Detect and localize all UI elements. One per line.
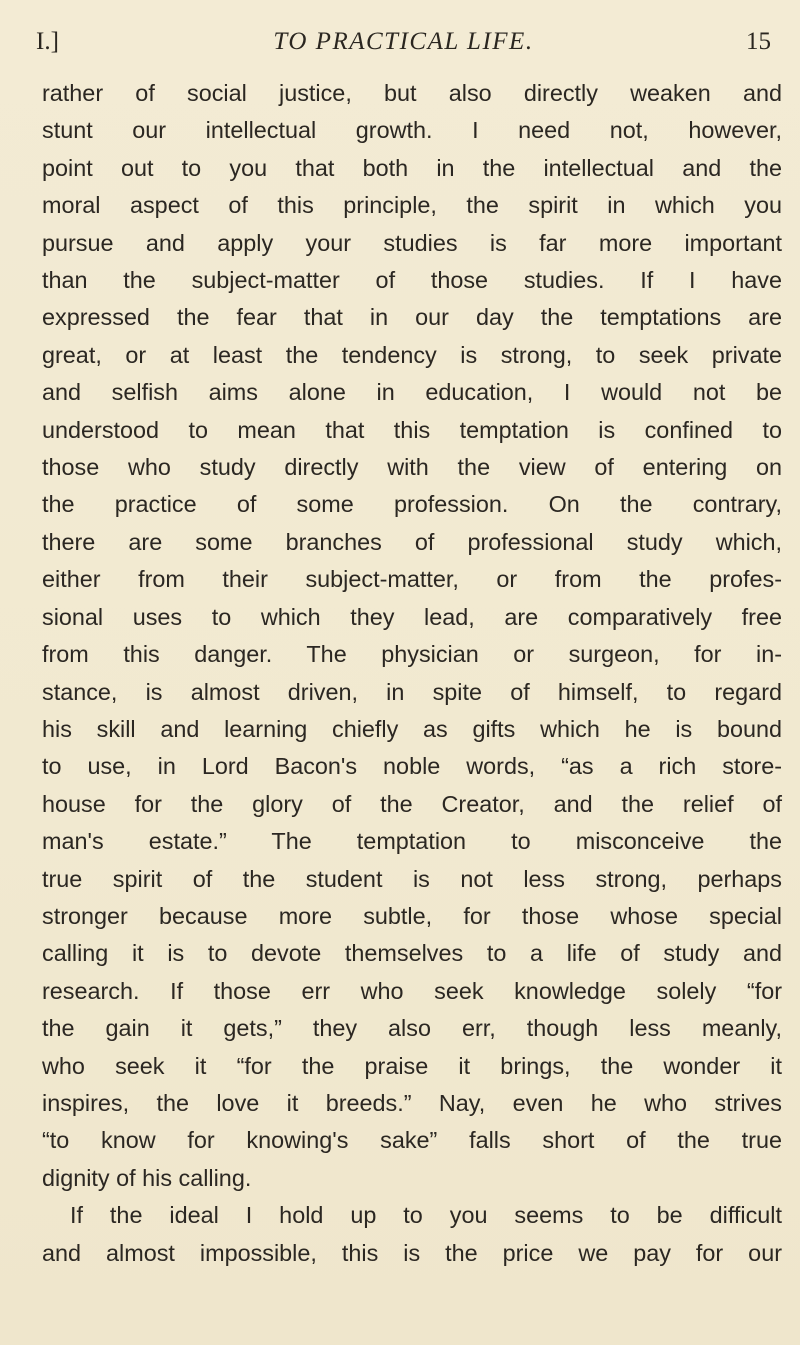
chapter-number: I.] xyxy=(36,28,59,55)
text-line: “to know for knowing's sake” falls short of the true xyxy=(42,1127,782,1154)
text-line: rather of social justice, but also directly weaken and xyxy=(42,80,782,106)
text-line: there are some branches of professional study which, xyxy=(42,528,782,555)
text-line: and selfish aims alone in education, I would not be xyxy=(42,379,782,406)
text-line: either from their subject-matter, or from the profes- xyxy=(42,566,782,593)
text-line: to use, in Lord Bacon's noble words, “as a rich store- xyxy=(42,753,782,780)
text-line: moral aspect of this principle, the spirit in which you xyxy=(42,192,782,219)
text-line: than the subject-matter of those studies. If I have xyxy=(42,267,782,294)
text-line: If the ideal I hold up to you seems to be difficult xyxy=(70,1202,782,1229)
text-line: man's estate.” The temptation to misconceive the xyxy=(42,828,782,855)
page-number: 15 xyxy=(746,28,771,55)
text-line: who seek it “for the praise it brings, the wonder it xyxy=(42,1052,782,1079)
text-line: stance, is almost driven, in spite of himself, to regard xyxy=(42,678,782,705)
text-line: his skill and learning chiefly as gifts which he is bound xyxy=(42,715,782,742)
text-line: expressed the fear that in our day the temptations are xyxy=(42,304,782,331)
text-line: point out to you that both in the intellectual and the xyxy=(42,154,782,181)
text-line: and almost impossible, this is the price we pay for our xyxy=(42,1239,782,1266)
text-line: research. If those err who seek knowledge solely “for xyxy=(42,977,782,1004)
text-line: dignity of his calling. xyxy=(42,1164,252,1191)
text-line: from this danger. The physician or surgeon, for in- xyxy=(42,641,782,668)
text-line: sional uses to which they lead, are comparatively free xyxy=(42,603,782,630)
text-line: understood to mean that this temptation is confined to xyxy=(42,416,782,443)
text-line: stronger because more subtle, for those whose special xyxy=(42,902,782,929)
text-line: great, or at least the tendency is strong, to seek private xyxy=(42,341,782,368)
text-line: pursue and apply your studies is far more important xyxy=(42,229,782,256)
running-title: TO PRACTICAL LIFE. xyxy=(273,28,534,55)
text-line: calling it is to devote themselves to a life of study and xyxy=(42,940,782,967)
text-line: house for the glory of the Creator, and the relief of xyxy=(42,790,782,817)
text-line: stunt our intellectual growth. I need not, however, xyxy=(42,117,782,144)
text-line: inspires, the love it breeds.” Nay, even he who strives xyxy=(42,1089,782,1116)
text-line: those who study directly with the view of entering on xyxy=(42,454,782,481)
body-text xyxy=(42,75,782,1272)
text-line: the gain it gets,” they also err, though less meanly, xyxy=(42,1015,782,1042)
running-head xyxy=(36,22,771,62)
text-line: the practice of some profession. On the contrary, xyxy=(42,491,782,518)
text-line: true spirit of the student is not less strong, perhaps xyxy=(42,865,782,892)
